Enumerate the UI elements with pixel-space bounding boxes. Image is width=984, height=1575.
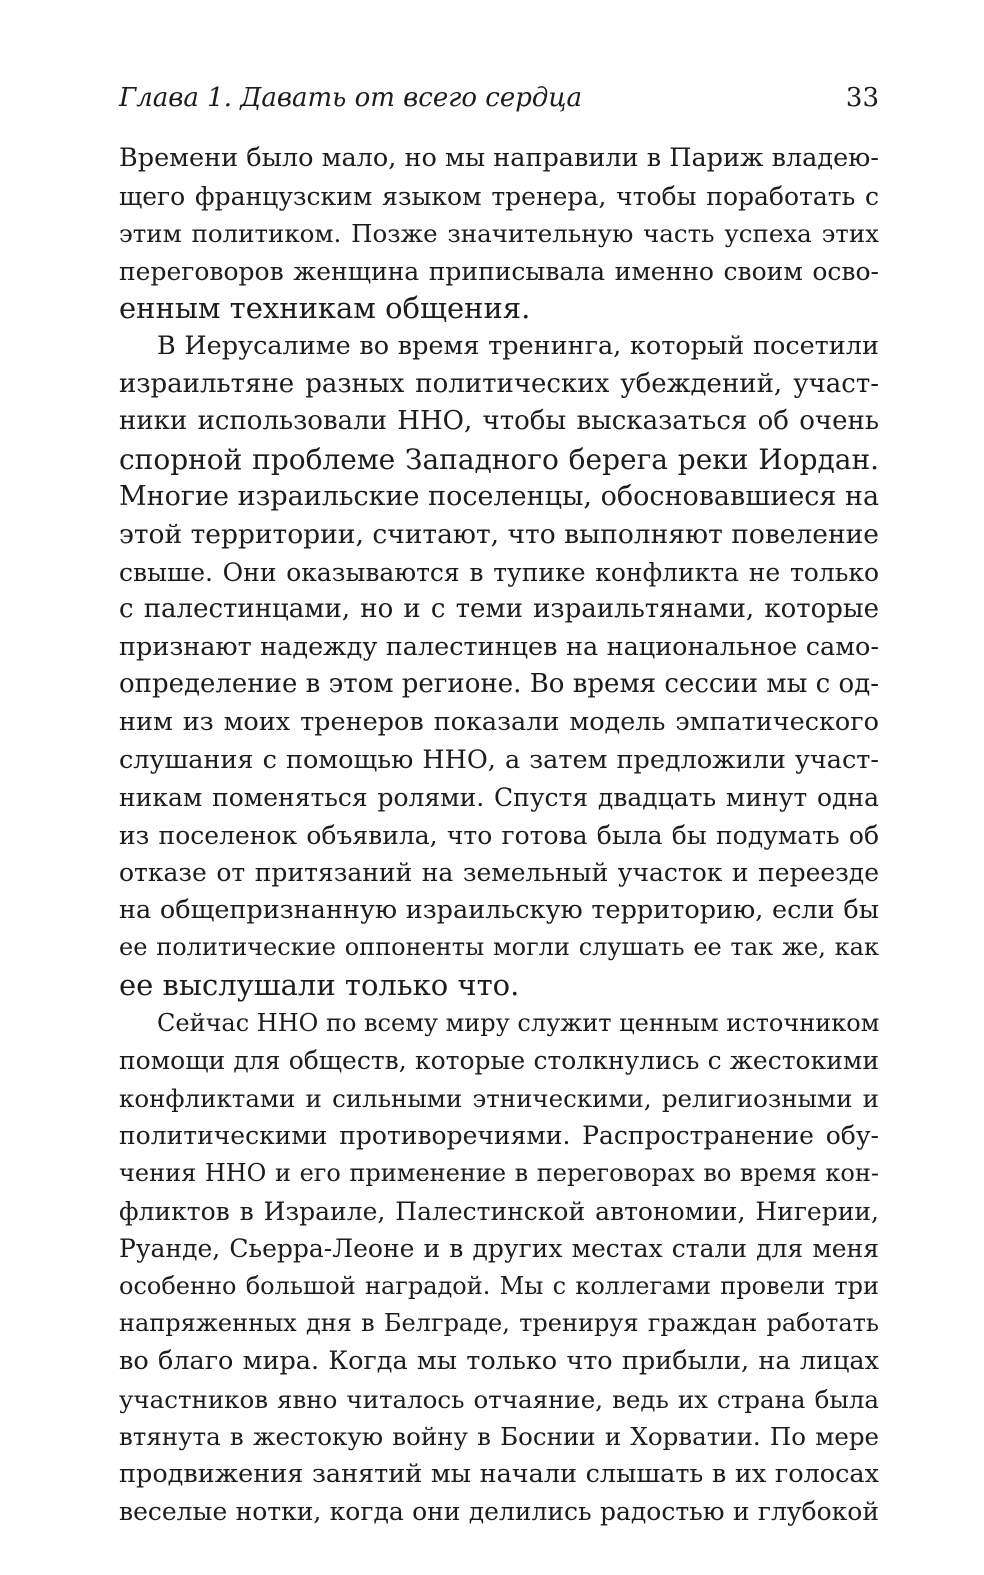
- text-line: никам поменяться ролями. Спустя двадцать минут одна: [119, 783, 879, 813]
- text-line: участников явно читалось отчаяние, ведь их страна была: [119, 1384, 879, 1414]
- text-line: конфликтами и сильными этническими, религиозными и: [119, 1083, 879, 1113]
- text-line: В Иерусалиме во время тренинга, который посетили: [157, 330, 879, 361]
- text-line: слушания с помощью ННО, а затем предложили участ-: [119, 744, 879, 775]
- text-line: во благо мира. Когда мы только что прибыли, на лицах: [119, 1346, 879, 1376]
- text-line: напряженных дня в Белграде, тренируя граждан работать: [119, 1309, 879, 1338]
- text-line: политическими противоречиями. Распространение обу-: [119, 1121, 879, 1151]
- text-line: продвижения занятий мы начали слышать в их голосах: [119, 1458, 879, 1489]
- text-line: этой территории, считают, что выполняют повеление: [119, 518, 879, 550]
- text-line: ее политические оппоненты могли слушать ее так же, как: [119, 933, 879, 962]
- text-line: на общепризнанную израильскую территорию, если бы: [119, 894, 879, 925]
- text-line: ним из моих тренеров показали модель эмпатического: [119, 706, 879, 737]
- text-line: ее выслушали только что.: [119, 968, 520, 1003]
- running-head: [119, 78, 879, 118]
- text-line: енным техникам общения.: [119, 291, 531, 326]
- text-line: чения ННО и его применение в переговорах во время кон-: [119, 1159, 879, 1188]
- text-line: переговоров женщина приписывала именно своим осво-: [119, 256, 879, 286]
- text-line: определение в этом регионе. Во время сессии мы с од-: [119, 669, 879, 700]
- chapter-title: Глава 1. Давать от всего сердца: [119, 83, 583, 113]
- text-line: втянута в жестокую войну в Боснии и Хорватии. По мере: [119, 1422, 879, 1452]
- text-line: Руанде, Сьерра-Леоне и в других местах стали для меня: [119, 1234, 879, 1264]
- text-line: отказе от притязаний на земельный участок и переезде: [119, 858, 879, 888]
- text-line: из поселенок объявила, что готова была бы подумать об: [119, 820, 879, 850]
- text-line: признают надежду палестинцев на национальное само-: [119, 631, 879, 662]
- text-line: веселые нотки, когда они делились радостью и глубокой: [119, 1497, 879, 1527]
- text-line: Времени было мало, но мы направили в Париж владею-: [119, 143, 879, 173]
- text-line: спорной проблеме Западного берега реки Иордан.: [119, 442, 879, 476]
- text-line: Сейчас ННО по всему миру служит ценным источником: [157, 1008, 879, 1037]
- text-line: особенно большой наградой. Мы с коллегами провели три: [119, 1271, 879, 1300]
- text-line: фликтов в Израиле, Палестинской автономии, Нигерии,: [119, 1196, 879, 1226]
- paragraph: [119, 140, 879, 328]
- text-line: этим политиком. Позже значительную часть успеха этих: [119, 219, 879, 249]
- text-line: израильтяне разных политических убеждений, участ-: [119, 368, 879, 399]
- text-line: с палестинцами, но и с теми израильтянами, которые: [119, 594, 879, 625]
- text-line: ники использовали ННО, чтобы высказаться об очень: [119, 406, 879, 437]
- paragraph: [119, 328, 879, 1005]
- text-line: свыше. Они оказываются в тупике конфликта не только: [119, 557, 879, 587]
- page-number: 33: [845, 83, 879, 113]
- text-line: помощи для обществ, которые столкнулись с жестокими: [119, 1046, 879, 1076]
- body-text: [119, 140, 879, 1531]
- paragraph: [119, 1005, 879, 1531]
- text-line: Многие израильские поселенцы, обосновавшиеся на: [119, 481, 879, 513]
- text-line: щего французским языком тренера, чтобы поработать с: [119, 181, 879, 211]
